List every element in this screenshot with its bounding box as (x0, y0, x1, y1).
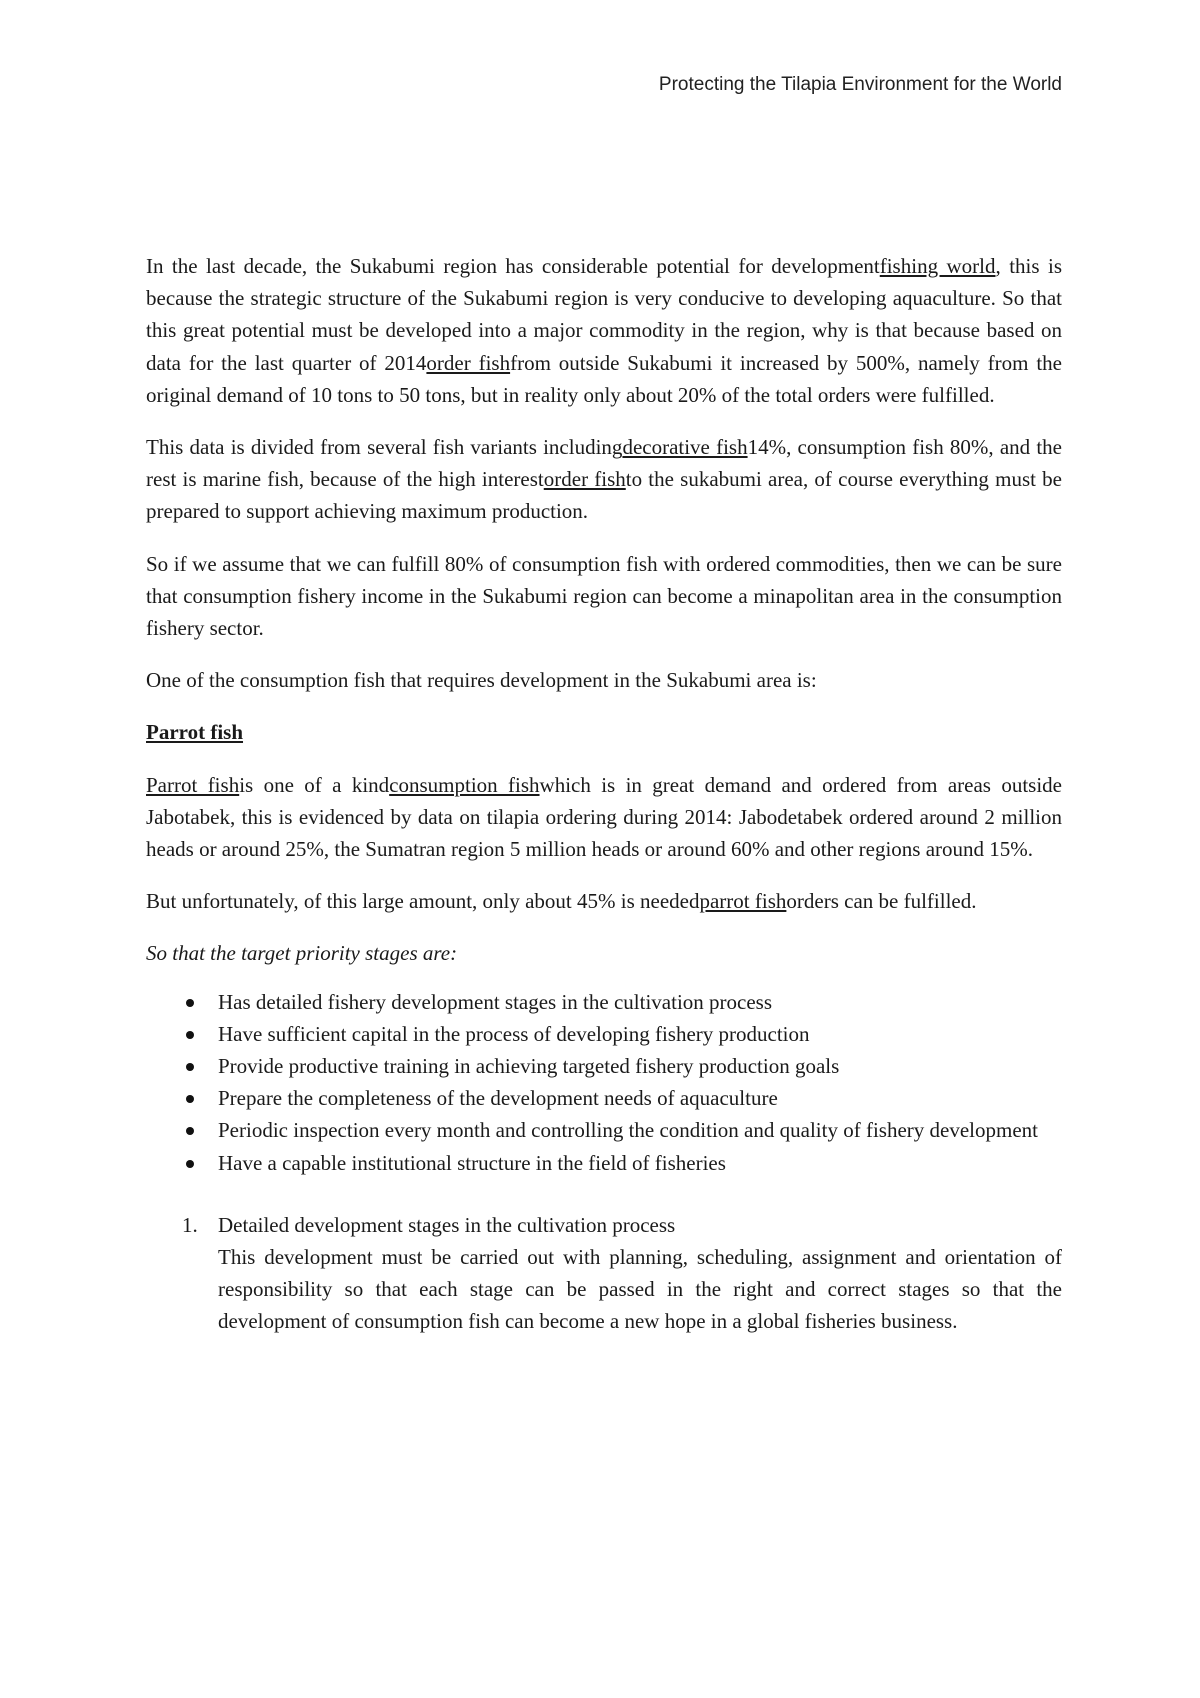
link-consumption-fish[interactable]: consumption fish (389, 772, 540, 797)
paragraph-4: One of the consumption fish that requires development in the Sukabumi area is: (146, 668, 817, 693)
bullet-icon (186, 1127, 194, 1135)
text: , this is because the strategic structure of the Sukabumi region is very conducive to developing aquaculture. So that this great potential must be developed into a major commodity in the region, why is that because based on data for the last quarter of 2014 (146, 254, 1063, 375)
bullet-list (146, 986, 1062, 1179)
bullet-item (146, 1147, 1062, 1179)
bullet-text: Prepare the completeness of the development needs of aquaculture (218, 1086, 778, 1111)
bullet-text: Has detailed fishery development stages in the cultivation process (218, 989, 773, 1014)
bullet-icon (186, 1095, 194, 1103)
italic-intro: So that the target priority stages are: (146, 941, 458, 966)
list-number: 1. (182, 1212, 198, 1237)
document-body (146, 250, 1062, 1338)
bullet-item (146, 1050, 1062, 1082)
bullet-icon (186, 1160, 194, 1168)
bullet-icon (186, 999, 194, 1007)
text: But unfortunately, of this large amount, only about 45% is needed (146, 889, 700, 914)
text: 14%, consumption fish 80%, and the rest is marine fish, because of the high interest (146, 435, 1062, 492)
text: which is in great demand and ordered from areas outside Jabotabek, this is evidenced by data on tilapia ordering during 2014: Jabodetabek ordered around 2 million heads or around 25%, the Sumatran region 5 million heads or around 60% and other regions around 15%. (146, 772, 1063, 862)
text: In the last decade, the Sukabumi region has considerable potential for development (146, 254, 880, 278)
bullet-text: Have a capable institutional structure in the field of fisheries (218, 1150, 726, 1175)
paragraph-1 (146, 250, 1062, 411)
text: is one of a kind (239, 772, 390, 797)
bullet-text: Provide productive training in achieving targeted fishery production goals (218, 1054, 840, 1079)
paragraph-5 (146, 769, 1062, 866)
bullet-item (146, 1114, 1062, 1146)
paragraph-2 (146, 431, 1062, 528)
link-order-fish[interactable]: order fish (543, 467, 626, 492)
numbered-item-title: Detailed development stages in the cultivation process (218, 1212, 676, 1237)
link-fishing-world[interactable]: fishing world (879, 254, 996, 278)
section-heading: Parrot fish (146, 720, 244, 745)
text: to the sukabumi area, of course everything must be prepared to support achieving maximum production. (146, 467, 1062, 524)
link-parrot-fish[interactable]: parrot fish (699, 889, 787, 914)
text: from outside Sukabumi it increased by 500%, namely from the original demand of 10 tons to 50 tons, but in reality only about 20% of the total orders were fulfilled. (146, 350, 1062, 407)
numbered-list (146, 1209, 1062, 1338)
bullet-item (146, 1082, 1062, 1114)
numbered-item (146, 1209, 1062, 1338)
bullet-text: Have sufficient capital in the process of developing fishery production (218, 1021, 810, 1046)
bullet-text: Periodic inspection every month and controlling the condition and quality of fishery development (218, 1118, 1038, 1143)
bullet-item (146, 1018, 1062, 1050)
text: This data is divided from several fish variants including (146, 435, 623, 460)
paragraph-6 (146, 885, 1062, 917)
text: orders can be fulfilled. (786, 889, 977, 914)
numbered-item-description: This development must be carried out with planning, scheduling, assignment and orientation of responsibility so that each stage can be passed in the right and correct stages so that the development of consumption fish can become a new hope in a global fisheries business. (218, 1245, 1062, 1334)
page-header: Protecting the Tilapia Environment for the World (658, 74, 1062, 95)
link-parrot-fish[interactable]: Parrot fish (146, 772, 240, 797)
paragraph-3: So if we assume that we can fulfill 80% of consumption fish with ordered commodities, then we can be sure that consumption fishery income in the Sukabumi region can become a minapolitan area in the consumption fishery sector. (146, 551, 1062, 641)
link-order-fish[interactable]: order fish (426, 350, 511, 375)
bullet-icon (186, 1063, 194, 1071)
bullet-icon (186, 1031, 194, 1039)
bullet-item (146, 986, 1062, 1018)
link-decorative-fish[interactable]: decorative fish (622, 435, 748, 460)
